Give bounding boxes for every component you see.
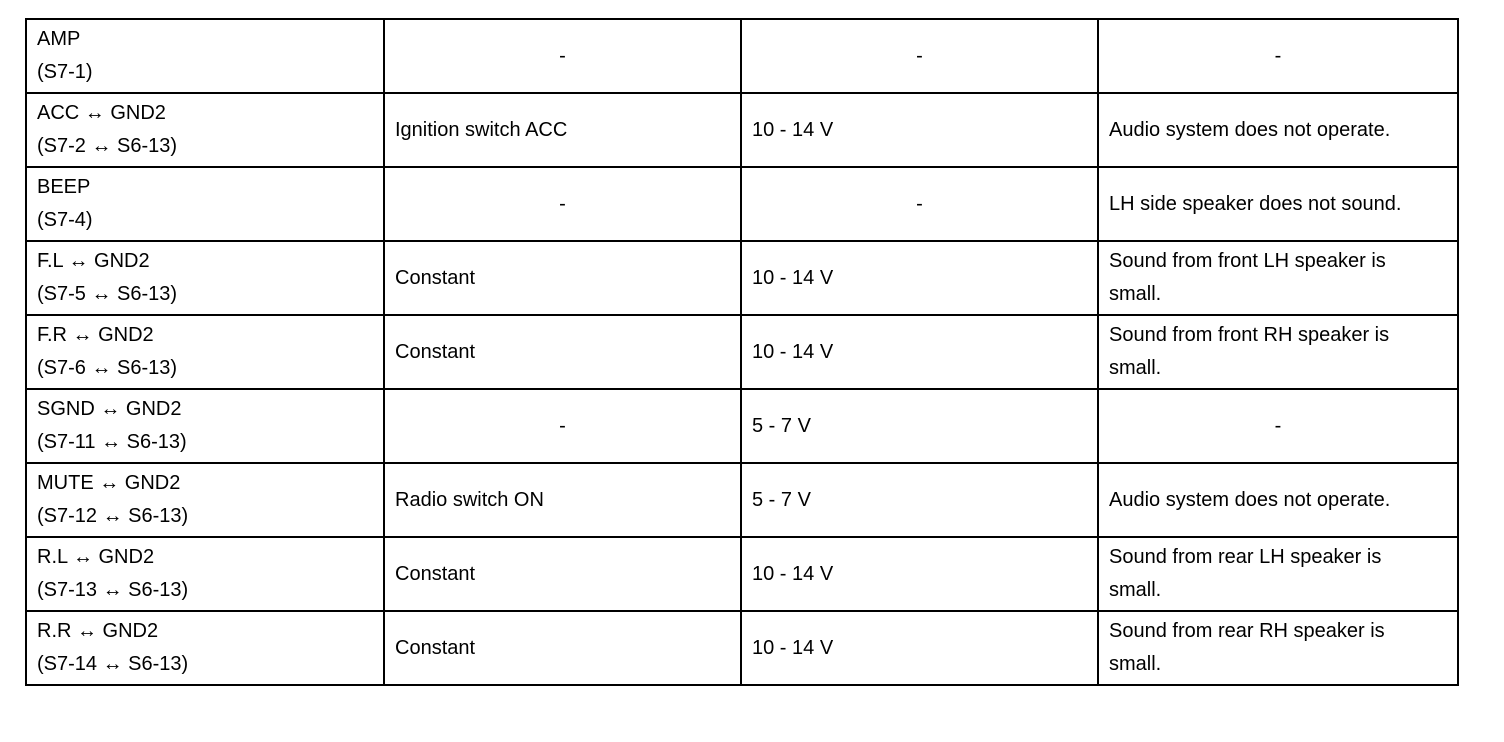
condition-cell: Constant [384,537,741,611]
symptom-line: small. [1109,653,1162,675]
symptom-line: small. [1109,283,1162,305]
table-row [26,463,1458,537]
condition-cell: - [384,167,741,241]
symptom-line: Sound from rear RH speaker is [1109,620,1385,642]
symptom-cell [1098,537,1458,611]
symptom-line: - [1274,44,1282,67]
specified-cell: - [741,19,1098,93]
condition-cell: Ignition switch ACC [384,93,741,167]
symptom-line: Sound from front RH speaker is [1109,324,1390,346]
terminal-pins: (S7-11 ↔ S6-13) [37,431,187,453]
terminal-pins: (S7-2 ↔ S6-13) [37,135,178,157]
terminal-name: SGND ↔ GND2 [37,398,182,420]
terminal-cell [26,389,384,463]
condition-cell: Constant [384,241,741,315]
terminal-pins: (S7-12 ↔ S6-13) [37,505,189,527]
terminal-pins: (S7-13 ↔ S6-13) [37,579,189,601]
terminal-name: F.R ↔ GND2 [37,324,154,346]
terminal-name: BEEP [37,176,91,198]
symptom-line: - [1274,414,1282,437]
symptom-line: Sound from front LH speaker is [1109,250,1386,272]
specified-cell: - [741,167,1098,241]
specified-cell: 5 - 7 V [741,463,1098,537]
specified-cell: 10 - 14 V [741,611,1098,685]
terminal-name: F.L ↔ GND2 [37,250,150,272]
condition-cell: - [384,389,741,463]
terminal-cell [26,463,384,537]
symptom-line: LH side speaker does not sound. [1109,192,1402,215]
condition-cell: Radio switch ON [384,463,741,537]
specified-cell: 10 - 14 V [741,241,1098,315]
table-row [26,611,1458,685]
specified-cell: 5 - 7 V [741,389,1098,463]
symptom-cell [1098,389,1458,463]
table-row [26,19,1458,93]
symptom-line: small. [1109,357,1162,379]
symptom-cell [1098,315,1458,389]
terminal-pins: (S7-1) [37,61,93,83]
symptom-line: Audio system does not operate. [1109,488,1391,511]
table-row [26,241,1458,315]
symptom-cell [1098,463,1458,537]
terminal-name: ACC ↔ GND2 [37,102,166,124]
specified-cell: 10 - 14 V [741,93,1098,167]
terminal-name: R.R ↔ GND2 [37,620,159,642]
symptom-cell [1098,241,1458,315]
terminal-cell [26,611,384,685]
specified-cell: 10 - 14 V [741,537,1098,611]
symptom-cell [1098,93,1458,167]
terminal-cell [26,315,384,389]
table-row [26,167,1458,241]
terminal-name: MUTE ↔ GND2 [37,472,181,494]
terminal-pins: (S7-4) [37,209,93,231]
terminal-pins: (S7-5 ↔ S6-13) [37,283,178,305]
table-row [26,389,1458,463]
symptom-line: small. [1109,579,1162,601]
terminal-cell [26,537,384,611]
condition-cell: - [384,19,741,93]
terminal-name: R.L ↔ GND2 [37,546,155,568]
terminal-pins: (S7-14 ↔ S6-13) [37,653,189,675]
symptom-cell [1098,19,1458,93]
table-row [26,93,1458,167]
symptom-cell [1098,167,1458,241]
symptom-line: Audio system does not operate. [1109,118,1391,141]
terminal-specification-table [25,18,1459,686]
table-row [26,537,1458,611]
terminal-cell [26,19,384,93]
symptom-line: Sound from rear LH speaker is [1109,546,1382,568]
terminal-name: AMP [37,28,81,50]
condition-cell: Constant [384,315,741,389]
terminal-cell [26,167,384,241]
table-row [26,315,1458,389]
condition-cell: Constant [384,611,741,685]
specified-cell: 10 - 14 V [741,315,1098,389]
symptom-cell [1098,611,1458,685]
terminal-cell [26,241,384,315]
terminal-cell [26,93,384,167]
terminal-pins: (S7-6 ↔ S6-13) [37,357,178,379]
